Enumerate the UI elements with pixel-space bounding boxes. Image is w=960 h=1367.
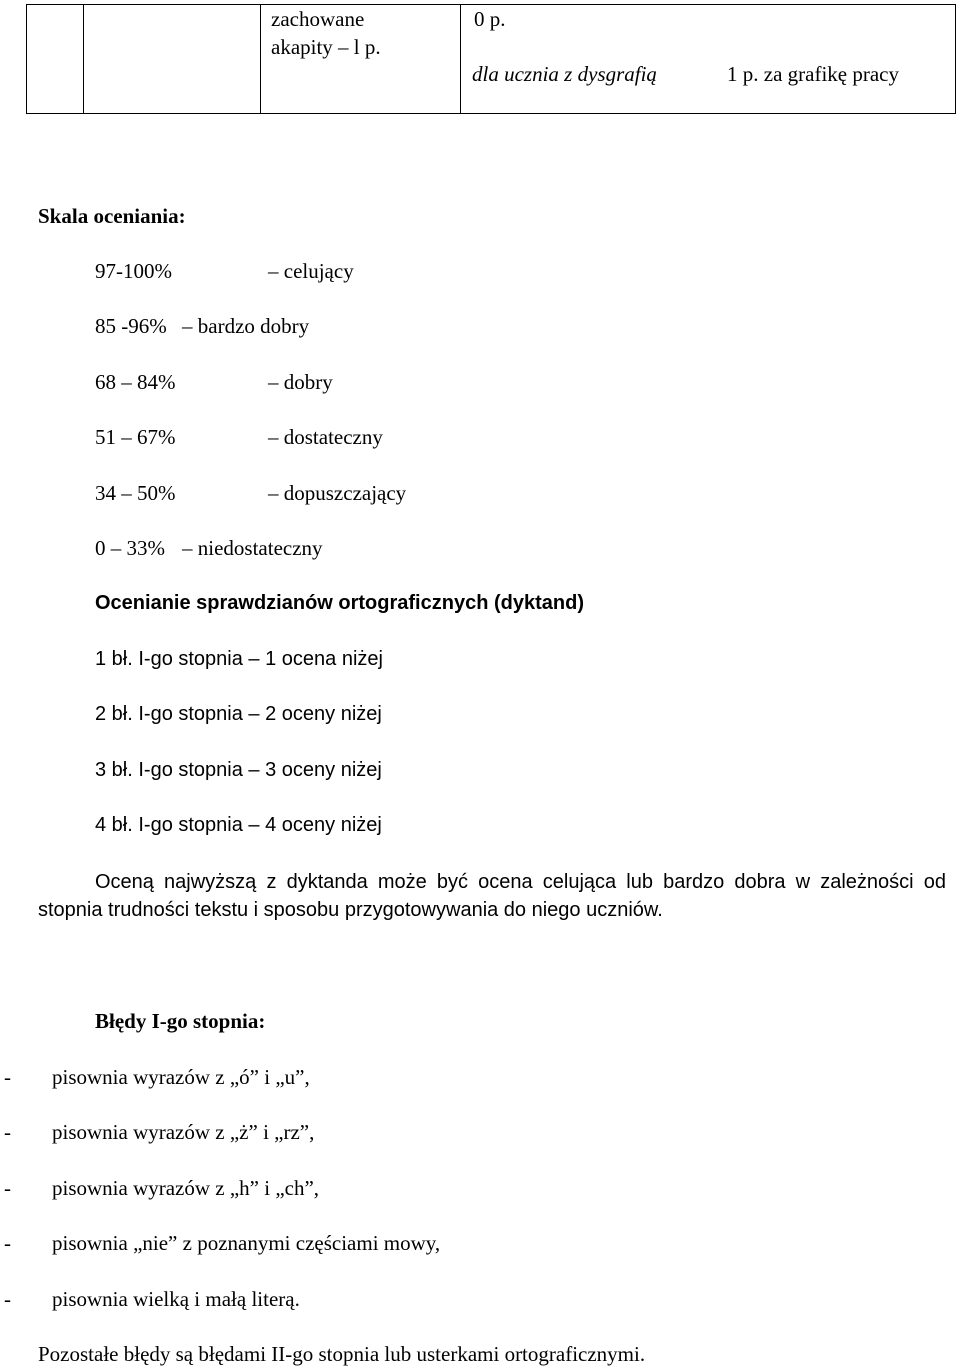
dictation-paragraph: [38, 868, 946, 924]
scale-grade: – bardzo dobry: [182, 314, 310, 338]
table-cell-right-line1: 0 p.: [474, 7, 506, 31]
table-cell-left-line1: zachowane: [271, 7, 365, 31]
dictation-title: Ocenianie sprawdzianów ortograficznych (dyktand): [95, 592, 584, 614]
errors-footer: Pozostałe błędy są błędami II-go stopnia lub usterkami ortograficznymi.: [38, 1342, 646, 1366]
bullet-dash: -: [4, 1287, 11, 1311]
bullet-dash: -: [4, 1065, 11, 1089]
scale-range: 34 – 50%: [95, 481, 176, 505]
scale-range: 51 – 67%: [95, 425, 176, 449]
errors-title: Błędy I-go stopnia:: [95, 1009, 266, 1033]
table-divider: [460, 5, 461, 113]
scale-grade: – dobry: [268, 370, 333, 394]
scale-range: 0 – 33%: [95, 536, 165, 560]
error-item: pisownia wyrazów z „ó” i „u”,: [52, 1065, 310, 1089]
scale-range: 85 -96%: [95, 314, 167, 338]
table-divider: [83, 5, 84, 113]
scale-range: 97-100%: [95, 259, 172, 283]
scale-range: 68 – 84%: [95, 370, 176, 394]
scale-grade: – dostateczny: [268, 425, 383, 449]
dictation-rule: 3 bł. I-go stopnia – 3 oceny niżej: [95, 759, 382, 781]
table-cell-graphics-note: 1 p. za grafikę pracy: [727, 62, 899, 86]
table-cell-dysgraphia-note: dla ucznia z dysgrafią: [472, 62, 657, 86]
bullet-dash: -: [4, 1120, 11, 1144]
dictation-paragraph-text: Oceną najwyższą z dyktanda może być ocena celująca lub bardzo dobra w zależności od stopnia trudności tekstu i sposobu przygotowywania do niego uczniów.: [38, 871, 946, 921]
bullet-dash: -: [4, 1231, 11, 1255]
error-item: pisownia wielką i małą literą.: [52, 1287, 300, 1311]
scale-grade: – celujący: [268, 259, 354, 283]
dictation-rule: 2 bł. I-go stopnia – 2 oceny niżej: [95, 703, 382, 725]
table-cell-left-line2: akapity – l p.: [271, 35, 381, 59]
dictation-rule: 4 bł. I-go stopnia – 4 oceny niżej: [95, 814, 382, 836]
table-divider: [260, 5, 261, 113]
scale-grade: – dopuszczający: [268, 481, 407, 505]
dictation-rule: 1 bł. I-go stopnia – 1 ocena niżej: [95, 648, 383, 670]
error-item: pisownia „nie” z poznanymi częściami mowy,: [52, 1231, 441, 1255]
scale-title: Skala oceniania:: [38, 204, 186, 228]
bullet-dash: -: [4, 1176, 11, 1200]
error-item: pisownia wyrazów z „h” i „ch”,: [52, 1176, 320, 1200]
error-item: pisownia wyrazów z „ż” i „rz”,: [52, 1120, 315, 1144]
scale-grade: – niedostateczny: [182, 536, 323, 560]
